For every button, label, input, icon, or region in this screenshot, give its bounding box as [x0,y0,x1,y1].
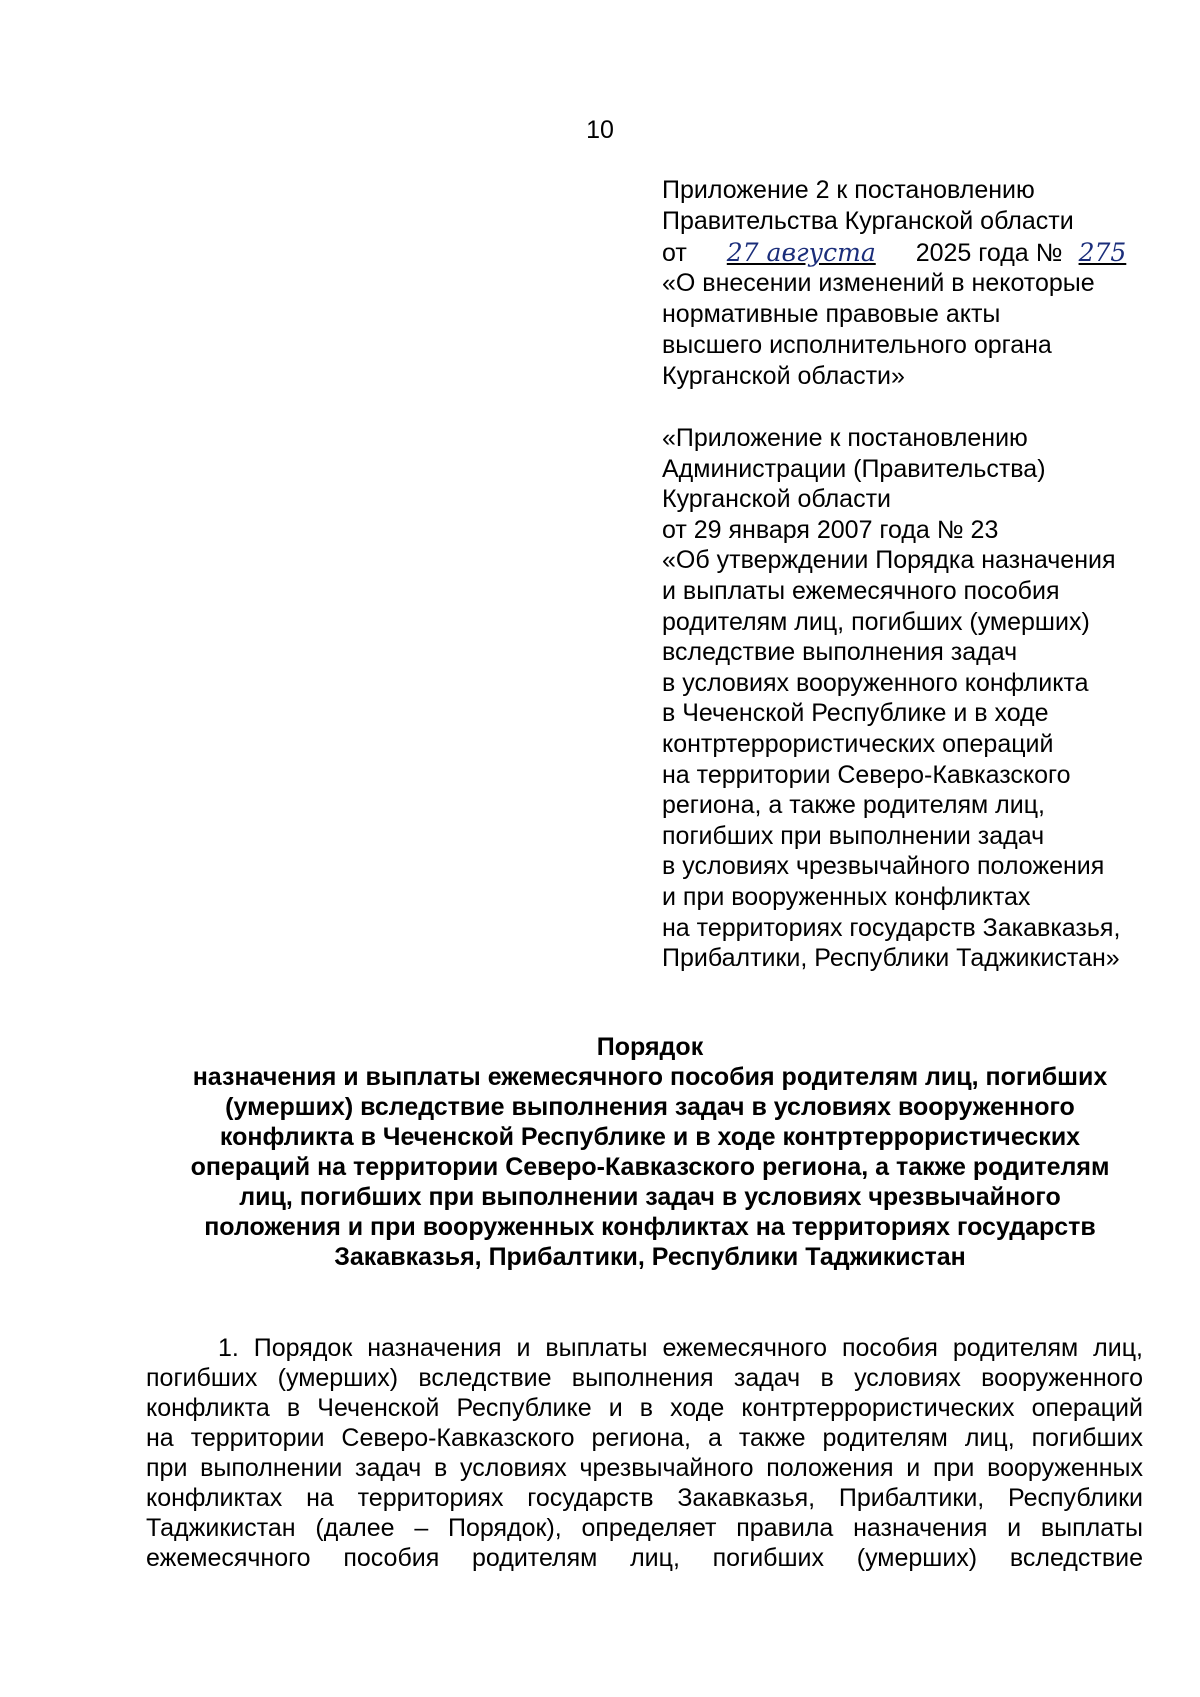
appendix-original-line: и выплаты ежемесячного пособия [662,576,1060,605]
page-number: 10 [586,116,614,144]
document-title-line: Закавказья, Прибалтики, Республики Таджикистан [334,1243,966,1271]
body-line: Таджикистан (далее – Порядок), определяет правила назначения и выплаты [146,1514,1143,1542]
body-line: ежемесячного пособия родителям лиц, погибших (умерших) вследствие [146,1544,1143,1572]
appendix-date-line [662,237,1162,268]
appendix-original-line: и при вооруженных конфликтах [662,882,1031,911]
body-paragraph [146,1333,1143,1573]
document-title-line: положения и при вооруженных конфликтах на территориях государств [204,1213,1096,1241]
appendix-original-line: на территории Северо-Кавказского [662,760,1071,789]
appendix-header-line: Курганской области» [662,362,905,390]
document-title-line: операций на территории Северо-Кавказского региона, а также родителям [190,1153,1110,1181]
appendix-original-line: родителям лиц, погибших (умерших) [662,607,1090,636]
body-line: на территории Северо-Кавказского региона, а также родителям лиц, погибших [146,1424,1143,1452]
appendix-original-line: Прибалтики, Республики Таджикистан» [662,944,1120,973]
appendix-header [662,175,1162,392]
body-line: конфликтах на территориях государств Закавказья, Прибалтики, Республики [146,1484,1143,1512]
document-title [120,1032,1180,1272]
appendix-original-line: Администрации (Правительства) [662,454,1046,483]
date-prefix: от [662,239,687,267]
appendix-original-line: вследствие выполнения задач [662,638,1018,667]
appendix-original-line: погибших при выполнении задач [662,821,1045,850]
document-title-line: лиц, погибших при выполнении задач в условиях чрезвычайного [239,1183,1061,1211]
appendix-header-line: Приложение 2 к постановлению [662,176,1035,204]
appendix-original-line: Курганской области [662,485,892,514]
appendix-original-line: на территориях государств Закавказья, [662,913,1121,942]
appendix-header-line: «О внесении изменений в некоторые [662,269,1095,297]
appendix-original-line: «Приложение к постановлению [662,424,1028,452]
appendix-original-line: в Чеченской Республике и в ходе [662,699,1049,728]
body-line: 1. Порядок назначения и выплаты ежемесячного пособия родителям лиц, [218,1334,1143,1362]
body-line: при выполнении задач в условиях чрезвычайного положения и при вооруженных [146,1454,1143,1482]
appendix-header-line: высшего исполнительного органа [662,331,1052,359]
document-title-line: (умерших) вследствие выполнения задач в условиях вооруженного [225,1093,1075,1121]
appendix-header-line: нормативные правовые акты [662,300,1001,328]
body-line: погибших (умерших) вследствие выполнения задач в условиях вооруженного [146,1364,1143,1392]
document-title-line: назначения и выплаты ежемесячного пособия родителям лиц, погибших [192,1063,1108,1091]
appendix-original-line: «Об утверждении Порядка назначения [662,546,1116,575]
handwritten-date: 27 августа [726,238,876,267]
body-line: конфликта в Чеченской Республике и в ходе контртеррористических операций [146,1394,1143,1422]
appendix-original-line: контртеррористических операций [662,729,1054,758]
appendix-header-line: Правительства Курганской области [662,207,1074,235]
appendix-original-line: в условиях вооруженного конфликта [662,668,1089,697]
appendix-original-line: региона, а также родителям лиц, [662,791,1045,820]
appendix-original [662,423,1162,974]
appendix-original-line: от 29 января 2007 года № 23 [662,515,999,544]
document-heading: Порядок [596,1033,704,1061]
date-year: 2025 года № [915,239,1063,267]
document-title-line: конфликта в Чеченской Республике и в ходе контртеррористических [219,1123,1081,1151]
appendix-original-line: в условиях чрезвычайного положения [662,852,1105,881]
handwritten-number: 275 [1078,238,1127,267]
